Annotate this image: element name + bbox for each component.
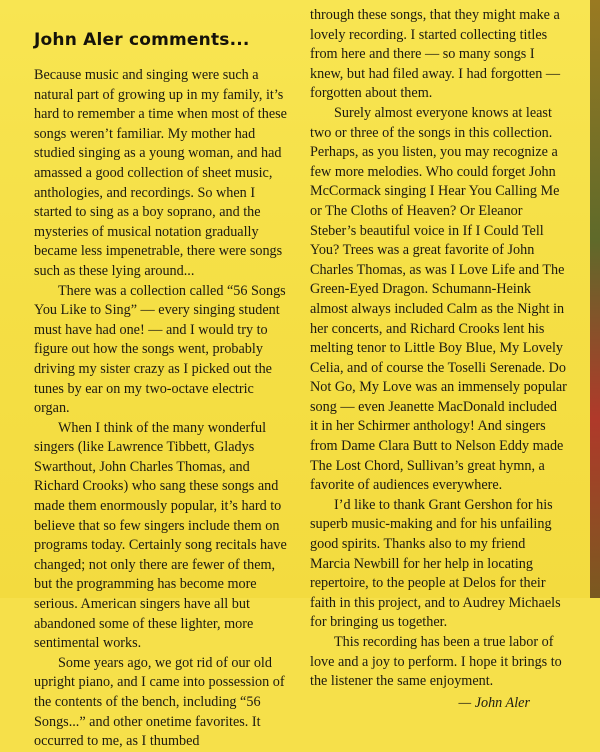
signature: — John Aler [458, 694, 530, 711]
right-paragraph-2: Surely almost everyone knows at least two or three of the songs in this collection. Perhaps, as you listen, you may recognize a few more melodies. Who could forget John McCormack singing I Hear You Calling Me or The Cloths of Heaven? Or Eleanor Steber’s beautiful voice in If I Could Tell You? Trees was a great favorite of John Charles Thomas, as was I Love Life and The Green-Eyed Dragon. Schumann-Heink almost always included Calm as the Night in her concerts, and Richard Crooks lent his melting tenor to Little Boy Blue, My Lovely Celia, and of course the Toselli Serenade. Do Not Go, My Love was an immensely popular song — even Jeanette MacDonald included it in her Schirmer anthology! And singers from Dame Clara Butt to Nelson Eddy made The Lost Chord, Sullivan’s great hymn, a favorite of audiences everywhere. [310, 104, 567, 494]
left-column [34, 66, 292, 752]
right-paragraph-4: This recording has been a true labor of love and a joy to perform. I hope it brings to the listener the same enjoyment. [310, 634, 562, 690]
left-paragraph-1: Because music and singing were such a natural part of growing up in my family, it’s hard to remember a time when most of these songs weren’t familiar. My mother had studied singing as a young woman, and had amassed a good collection of sheet music, anthologies, and recordings. So when I started to sing as a boy soprano, and the mysteries of musical notation gradually became less impenetrable, there were songs such as these lying around... [34, 67, 287, 279]
left-paragraph-2: There was a collection called “56 Songs You Like to Sing” — every singing student must have had one! — and I would try to figure out how the songs went, probably driving my sister crazy as I picked out the tunes by ear on my two-octave electric organ. [34, 282, 286, 417]
left-paragraph-3: When I think of the many wonderful singers (like Lawrence Tibbett, Gladys Swarthout, John Charles Thomas, and Richard Crooks) who sang these songs and made them enormously popular, it’s hard to believe that so few singers include them on programs today. Certainly song recitals have changed; not only there are fewer of them, but the programming has become more serious. American singers have all but abandoned some of these lighter, more sentimental works. [34, 419, 287, 652]
page-heading: John Aler comments... [34, 30, 250, 50]
page-edge-strip [590, 0, 600, 598]
right-column [310, 6, 568, 713]
right-paragraph-3: I’d like to thank Grant Gershon for his superb music-making and for his unfailing good spirits. Thanks also to my friend Marcia Newbill for her help in locating repertoire, to the people at Delos for their faith in this project, and to Audrey Michaels for bringing us together. [310, 496, 561, 631]
left-paragraph-4: Some years ago, we got rid of our old upright piano, and I came into possession of the contents of the bench, including “56 Songs...” and other onetime favorites. It occurred to me, as I thumbed [34, 654, 285, 750]
right-paragraph-1: through these songs, that they might make a lovely recording. I started collecting titles from here and there — so many songs I knew, but had filed away. I had forgotten — forgotten about them. [310, 7, 561, 102]
